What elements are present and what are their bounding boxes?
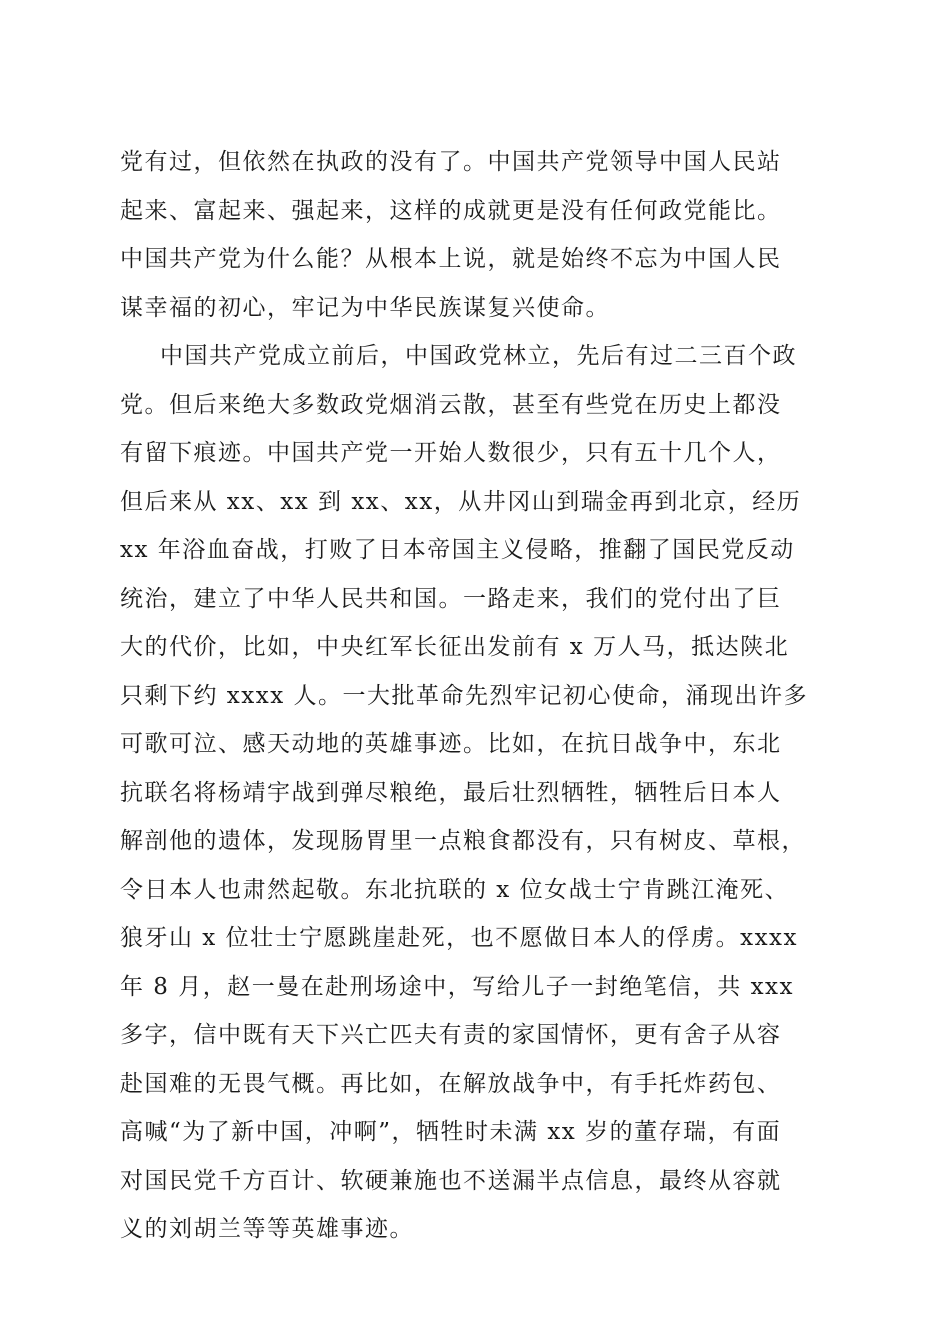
text-line: 中国共产党成立前后，中国政党林立，先后有过二三百个政 <box>160 343 797 369</box>
text-line: 抗联名将杨靖宇战到弹尽粮绝，最后壮烈牺牲，牺牲后日本人 <box>120 779 782 806</box>
paragraph-2 <box>120 332 840 1254</box>
document-body <box>120 138 840 1254</box>
text-line: 统治，建立了中华人民共和国。一路走来，我们的党付出了巨 <box>120 585 782 612</box>
text-line: 年 8 月，赵一曼在赴刑场途中，写给儿子一封绝笔信，共 xxx <box>120 973 794 1000</box>
text-line: 起来、富起来、强起来，这样的成就更是没有任何政党能比。 <box>120 197 782 224</box>
paragraph-1 <box>120 138 840 332</box>
text-line: 大的代价，比如，中央红军长征出发前有 x 万人马，抵达陕北 <box>120 634 790 660</box>
text-line: 党有过，但依然在执政的没有了。中国共产党领导中国人民站 <box>120 149 782 175</box>
text-line: 高喊“为了新中国，冲啊”，牺牲时未满 xx 岁的董存瑞，有面 <box>120 1119 782 1145</box>
text-line: 赴国难的无畏气概。再比如，在解放战争中，有手托炸药包、 <box>120 1070 782 1097</box>
text-line: 令日本人也肃然起敬。东北抗联的 x 位女战士宁肯跳江淹死、 <box>120 876 790 903</box>
text-line: 党。但后来绝大多数政党烟消云散，甚至有些党在历史上都没 <box>120 391 782 418</box>
text-line: xx 年浴血奋战，打败了日本帝国主义侵略，推翻了国民党反动 <box>120 537 795 563</box>
text-line: 可歌可泣、感天动地的英雄事迹。比如，在抗日战争中，东北 <box>120 731 782 757</box>
text-line: 狼牙山 x 位壮士宁愿跳崖赴死，也不愿做日本人的俘虏。xxxx <box>120 925 798 951</box>
text-line: 谋幸福的初心，牢记为中华民族谋复兴使命。 <box>120 294 610 321</box>
text-line: 解剖他的遗体，发现肠胃里一点粮食都没有，只有树皮、草根， <box>120 828 806 854</box>
text-line: 中国共产党为什么能？从根本上说，就是始终不忘为中国人民 <box>120 246 782 272</box>
text-line: 义的刘胡兰等等英雄事迹。 <box>120 1216 414 1242</box>
text-line: 有留下痕迹。中国共产党一开始人数很少，只有五十几个人， <box>120 440 782 466</box>
text-line: 多字，信中既有天下兴亡匹夫有责的家国情怀，更有舍子从容 <box>120 1022 782 1048</box>
text-line: 只剩下约 xxxx 人。一大批革命先烈牢记初心使命，涌现出许多 <box>120 682 809 709</box>
text-line: 对国民党千方百计、软硬兼施也不送漏半点信息，最终从容就 <box>120 1167 782 1194</box>
text-line: 但后来从 xx、xx 到 xx、xx，从井冈山到瑞金再到北京，经历 <box>120 488 802 515</box>
